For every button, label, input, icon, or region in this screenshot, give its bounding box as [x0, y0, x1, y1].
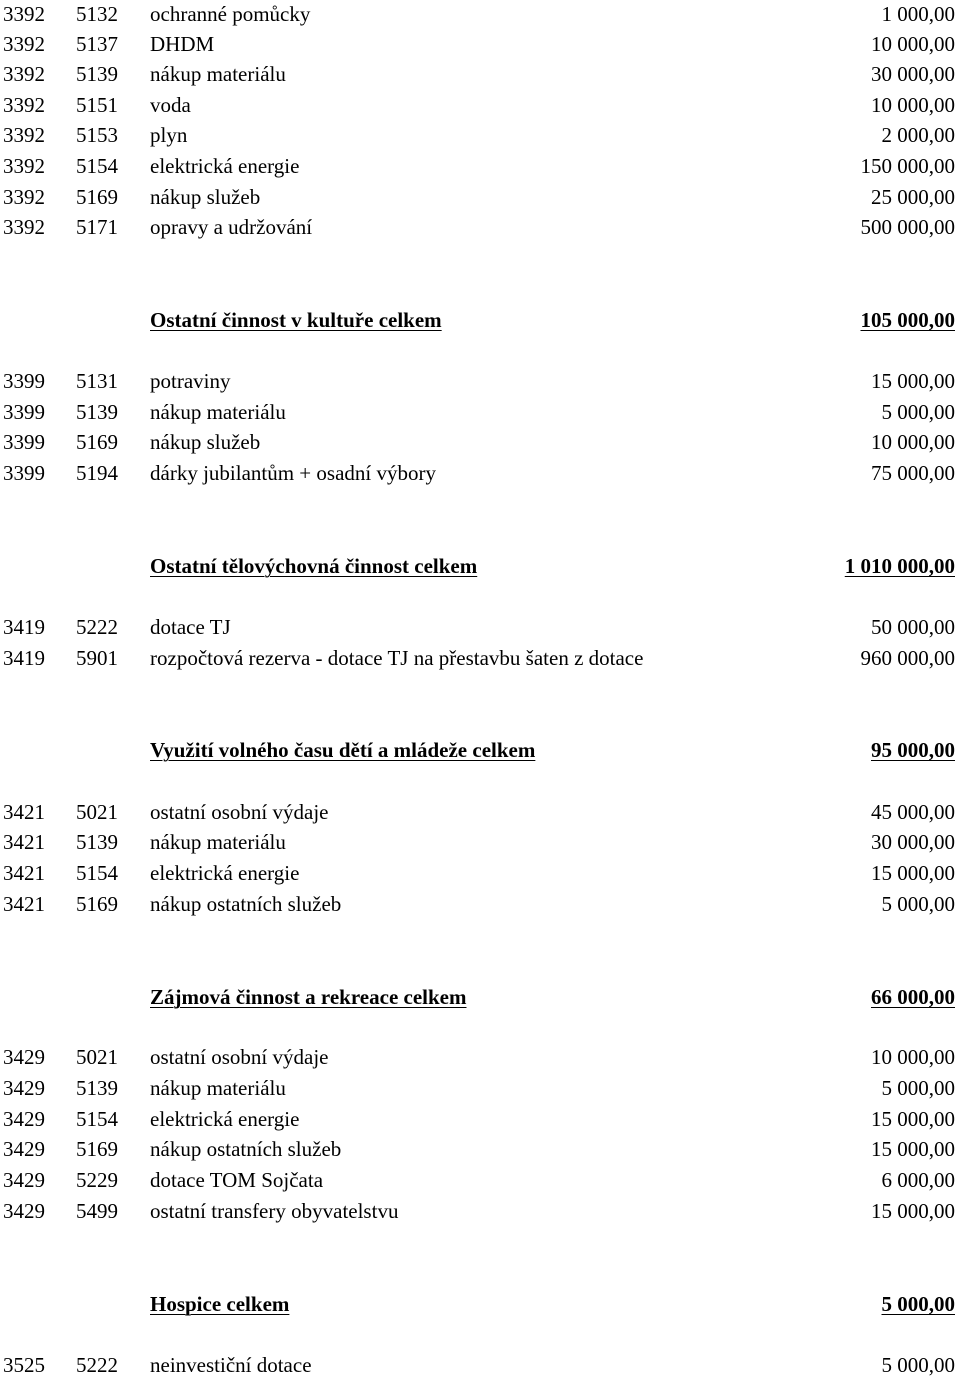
paragraph-code: 3429 — [3, 1137, 45, 1161]
table-row — [0, 859, 960, 887]
item-description: nákup materiálu — [150, 830, 286, 854]
paragraph-code: 3399 — [3, 369, 45, 393]
item-description: dotace TJ — [150, 615, 231, 639]
table-row — [0, 0, 960, 28]
item-description: plyn — [150, 123, 188, 147]
paragraph-code: 3399 — [3, 400, 45, 424]
table-row — [0, 1351, 960, 1379]
section-header — [0, 1290, 960, 1318]
table-row — [0, 1166, 960, 1194]
item-code: 5139 — [76, 830, 118, 854]
item-amount: 5 000,00 — [881, 892, 955, 916]
item-code: 5139 — [76, 1076, 118, 1100]
table-row — [0, 121, 960, 149]
item-amount: 5 000,00 — [881, 400, 955, 424]
item-amount: 10 000,00 — [871, 93, 955, 117]
item-code: 5229 — [76, 1168, 118, 1192]
item-amount: 25 000,00 — [871, 185, 955, 209]
item-description: opravy a udržování — [150, 215, 313, 239]
paragraph-code: 3392 — [3, 123, 45, 147]
item-description: nákup služeb — [150, 430, 261, 454]
paragraph-code: 3392 — [3, 154, 45, 178]
item-code: 5169 — [76, 1137, 118, 1161]
item-description: nákup ostatních služeb — [150, 892, 342, 916]
table-row — [0, 890, 960, 918]
section-header — [0, 983, 960, 1011]
paragraph-code: 3429 — [3, 1107, 45, 1131]
item-amount: 2 000,00 — [881, 123, 955, 147]
item-code: 5132 — [76, 2, 118, 26]
item-code: 5139 — [76, 400, 118, 424]
section-header — [0, 552, 960, 580]
item-amount: 5 000,00 — [881, 1353, 955, 1377]
table-row — [0, 30, 960, 58]
section-total: 1 010 000,00 — [844, 554, 955, 578]
item-description: ostatní osobní výdaje — [150, 800, 329, 824]
item-description: elektrická energie — [150, 154, 300, 178]
paragraph-code: 3392 — [3, 215, 45, 239]
item-amount: 10 000,00 — [871, 430, 955, 454]
item-code: 5131 — [76, 369, 118, 393]
paragraph-code: 3419 — [3, 646, 45, 670]
table-row — [0, 828, 960, 856]
item-code: 5901 — [76, 646, 118, 670]
table-row — [0, 428, 960, 456]
item-amount: 30 000,00 — [871, 62, 955, 86]
item-description: ostatní osobní výdaje — [150, 1045, 329, 1069]
table-row — [0, 1197, 960, 1225]
table-row — [0, 152, 960, 180]
item-amount: 5 000,00 — [881, 1076, 955, 1100]
table-row — [0, 91, 960, 119]
item-code: 5171 — [76, 215, 118, 239]
table-row — [0, 613, 960, 641]
table-row — [0, 398, 960, 426]
item-amount: 500 000,00 — [860, 215, 955, 239]
table-row — [0, 60, 960, 88]
section-title: Využití volného času dětí a mládeže celkem — [150, 738, 536, 762]
item-description: DHDM — [150, 32, 215, 56]
item-amount: 45 000,00 — [871, 800, 955, 824]
item-description: neinvestiční dotace — [150, 1353, 312, 1377]
item-description: elektrická energie — [150, 861, 300, 885]
section-total: 5 000,00 — [881, 1292, 955, 1316]
item-description: nákup materiálu — [150, 1076, 286, 1100]
item-code: 5153 — [76, 123, 118, 147]
section-title: Zájmová činnost a rekreace celkem — [150, 985, 467, 1009]
paragraph-code: 3392 — [3, 185, 45, 209]
item-code: 5151 — [76, 93, 118, 117]
item-code: 5137 — [76, 32, 118, 56]
section-title: Ostatní činnost v kultuře celkem — [150, 308, 442, 332]
item-code: 5222 — [76, 615, 118, 639]
table-row — [0, 644, 960, 672]
item-amount: 15 000,00 — [871, 369, 955, 393]
item-code: 5154 — [76, 154, 118, 178]
item-amount: 1 000,00 — [881, 2, 955, 26]
item-description: dárky jubilantům + osadní výbory — [150, 461, 436, 485]
item-amount: 6 000,00 — [881, 1168, 955, 1192]
item-description: nákup materiálu — [150, 62, 286, 86]
section-header — [0, 736, 960, 764]
paragraph-code: 3525 — [3, 1353, 45, 1377]
item-code: 5169 — [76, 185, 118, 209]
paragraph-code: 3392 — [3, 2, 45, 26]
item-amount: 960 000,00 — [860, 646, 955, 670]
item-amount: 15 000,00 — [871, 1137, 955, 1161]
item-amount: 30 000,00 — [871, 830, 955, 854]
paragraph-code: 3392 — [3, 62, 45, 86]
section-total: 95 000,00 — [871, 738, 955, 762]
item-description: potraviny — [150, 369, 231, 393]
item-description: rozpočtová rezerva - dotace TJ na přestavbu šaten z dotace — [150, 646, 644, 670]
table-row — [0, 798, 960, 826]
item-amount: 15 000,00 — [871, 1199, 955, 1223]
section-title: Hospice celkem — [150, 1292, 290, 1316]
item-code: 5194 — [76, 461, 118, 485]
paragraph-code: 3421 — [3, 800, 45, 824]
paragraph-code: 3429 — [3, 1168, 45, 1192]
item-description: ochranné pomůcky — [150, 2, 311, 26]
table-row — [0, 1074, 960, 1102]
item-description: nákup ostatních služeb — [150, 1137, 342, 1161]
item-code: 5154 — [76, 861, 118, 885]
paragraph-code: 3392 — [3, 93, 45, 117]
item-code: 5154 — [76, 1107, 118, 1131]
item-code: 5499 — [76, 1199, 118, 1223]
item-description: ostatní transfery obyvatelstvu — [150, 1199, 399, 1223]
item-amount: 75 000,00 — [871, 461, 955, 485]
paragraph-code: 3429 — [3, 1076, 45, 1100]
item-code: 5222 — [76, 1353, 118, 1377]
item-amount: 15 000,00 — [871, 861, 955, 885]
paragraph-code: 3399 — [3, 430, 45, 454]
section-header — [0, 306, 960, 334]
item-description: dotace TOM Sojčata — [150, 1168, 324, 1192]
item-amount: 10 000,00 — [871, 1045, 955, 1069]
table-row — [0, 1105, 960, 1133]
item-code: 5169 — [76, 430, 118, 454]
table-row — [0, 1135, 960, 1163]
item-description: nákup materiálu — [150, 400, 286, 424]
paragraph-code: 3392 — [3, 32, 45, 56]
item-amount: 15 000,00 — [871, 1107, 955, 1131]
table-row — [0, 367, 960, 395]
table-row — [0, 1043, 960, 1071]
section-total: 105 000,00 — [860, 308, 955, 332]
paragraph-code: 3421 — [3, 892, 45, 916]
item-description: voda — [150, 93, 191, 117]
item-amount: 10 000,00 — [871, 32, 955, 56]
table-row — [0, 459, 960, 487]
paragraph-code: 3421 — [3, 861, 45, 885]
item-code: 5021 — [76, 800, 118, 824]
paragraph-code: 3419 — [3, 615, 45, 639]
paragraph-code: 3399 — [3, 461, 45, 485]
item-description: elektrická energie — [150, 1107, 300, 1131]
item-description: nákup služeb — [150, 185, 261, 209]
item-amount: 150 000,00 — [860, 154, 955, 178]
table-row — [0, 213, 960, 241]
table-row — [0, 183, 960, 211]
item-code: 5169 — [76, 892, 118, 916]
item-amount: 50 000,00 — [871, 615, 955, 639]
item-code: 5021 — [76, 1045, 118, 1069]
paragraph-code: 3429 — [3, 1199, 45, 1223]
item-code: 5139 — [76, 62, 118, 86]
paragraph-code: 3429 — [3, 1045, 45, 1069]
paragraph-code: 3421 — [3, 830, 45, 854]
section-total: 66 000,00 — [871, 985, 955, 1009]
section-title: Ostatní tělovýchovná činnost celkem — [150, 554, 478, 578]
